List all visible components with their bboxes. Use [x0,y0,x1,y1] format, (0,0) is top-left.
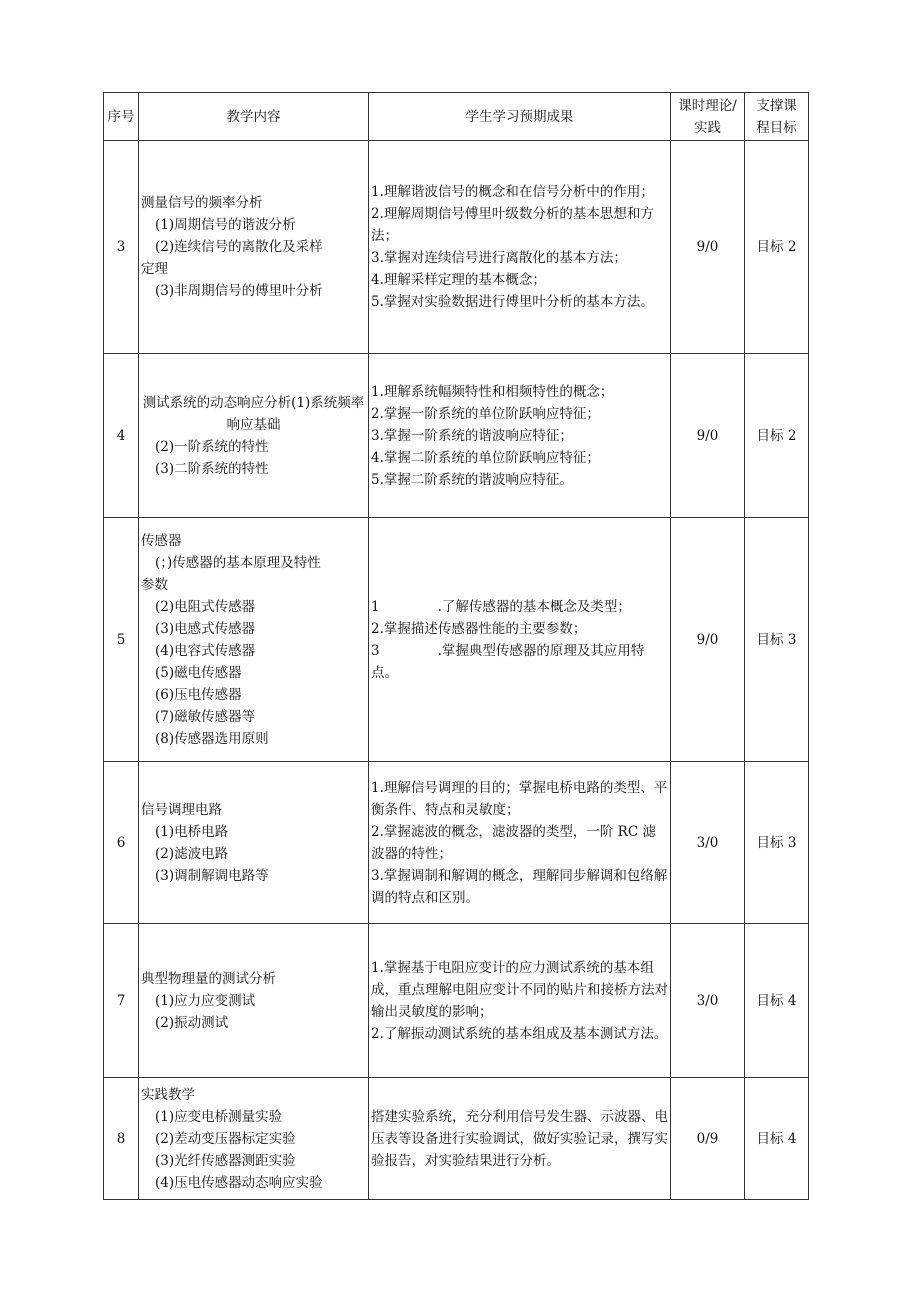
row-hours: 3/0 [671,924,745,1078]
content-line: (3)电感式传感器 [155,620,256,637]
content-line: (5)磁电传感器 [155,664,242,681]
row-outcomes [369,762,671,924]
outcome-line: 1.理解信号调理的目的；掌握电桥电路的类型、平衡条件、特点和灵敏度； [371,779,668,818]
content-line: 测量信号的频率分析 [141,195,263,211]
row-num: 3 [104,141,139,354]
row-content [139,762,369,924]
outcome-line: 2.掌握一阶系统的单位阶跃响应特征； [371,405,600,422]
header-goal-line1: 支撑课 [756,97,797,114]
table-header-row [104,93,809,141]
content-line: (2)振动测试 [155,1014,229,1031]
content-line: (；)传感器的基本原理及特性 [155,554,321,571]
row-hours: 0/9 [671,1078,745,1200]
table-row [104,141,809,354]
header-goal [745,93,809,141]
outcome-line: 4.理解采样定理的基本概念； [371,272,546,288]
outcome-number: 1 [371,598,380,615]
row-goal: 目标 3 [745,762,809,924]
table-row [104,518,809,762]
content-line: (4)压电传感器动态响应实验 [155,1174,323,1191]
header-goal-line2: 程目标 [756,119,797,136]
outcome-line: 5.掌握二阶系统的谐波响应特征。 [371,471,573,488]
outcome-line: 搭建实验系统，充分利用信号发生器、示波器、电压表等设备进行实验调试，做好实验记录，撰写实验报告，对实验结果进行分析。 [371,1108,668,1169]
content-line: (1)周期信号的谐波分析 [155,217,296,233]
content-line: (1)应力应变测试 [155,992,256,1009]
outcome-line [371,618,668,640]
content-line: (3)调制解调电路等 [155,867,269,884]
outcome-text: .了解传感器的基本概念及类型； [437,598,631,615]
content-line: (4)电容式传感器 [155,642,256,659]
content-line: (2)一阶系统的特性 [155,438,269,455]
header-hours-line2: 实践 [694,119,721,136]
content-line: 实践教学 [141,1086,195,1103]
row-content [139,141,369,354]
content-line: (8)传感器选用原则 [155,730,269,747]
content-line: (7)磁敏传感器等 [155,708,256,725]
row-num: 6 [104,762,139,924]
content-line: 参数 [141,576,168,593]
content-line: 信号调理电路 [141,801,222,818]
outcome-line: 3.掌握一阶系统的谐波响应特征； [371,427,573,444]
outcome-line: 2.了解振动测试系统的基本组成及基本测试方法。 [371,1025,668,1042]
syllabus-table [103,92,809,1200]
row-outcomes [369,354,671,518]
row-goal: 目标 3 [745,518,809,762]
row-num: 7 [104,924,139,1078]
outcome-line: 5.掌握对实验数据进行傅里叶分析的基本方法。 [371,294,654,310]
row-goal: 目标 4 [745,924,809,1078]
row-goal: 目标 4 [745,1078,809,1200]
content-line: (3)非周期信号的傅里叶分析 [155,283,323,299]
outcome-line: 1.理解系统幅频特性和相频特性的概念； [371,383,614,400]
header-content: 教学内容 [139,93,369,141]
row-num: 4 [104,354,139,518]
outcome-number: 2 [371,620,380,637]
table-row [104,924,809,1078]
row-goal: 目标 2 [745,354,809,518]
outcome-line: 3.掌握对连续信号进行离散化的基本方法； [371,250,627,266]
content-line: (2)差动变压器标定实验 [155,1130,296,1147]
row-hours: 9/0 [671,141,745,354]
row-goal: 目标 2 [745,141,809,354]
content-line: (6)压电传感器 [155,686,242,703]
content-line: (1)电桥电路 [155,823,229,840]
row-outcomes [369,518,671,762]
content-line: (2)电阻式传感器 [155,598,256,615]
outcome-line [371,640,668,684]
outcome-line: 2.理解周期信号傅里叶级数分析的基本思想和方法； [371,206,654,244]
outcome-line: 4.掌握二阶系统的单位阶跃响应特征； [371,449,600,466]
row-outcomes [369,924,671,1078]
content-line: (1)应变电桥测量实验 [155,1108,283,1125]
table-row [104,762,809,924]
outcome-text: .掌握描述传感器性能的主要参数； [379,620,587,637]
header-outcomes: 学生学习预期成果 [369,93,671,141]
row-content [139,924,369,1078]
content-line: 传感器 [141,532,182,549]
outcome-number: 3 [371,642,380,659]
content-line: (2)连续信号的离散化及采样 [155,239,323,255]
content-line: (3)二阶系统的特性 [155,460,269,477]
outcome-line: 3.掌握调制和解调的概念，理解同步解调和包络解调的特点和区别。 [371,867,668,906]
content-line: (3)光纤传感器测距实验 [155,1152,296,1169]
outcome-line: 1.掌握基于电阻应变计的应力测试系统的基本组成，重点理解电阻应变计不同的贴片和接桥方法对输出灵敏度的影响； [371,959,668,1020]
row-content [139,354,369,518]
table-row [104,354,809,518]
content-line: (2)滤波电路 [155,845,229,862]
header-hours [671,93,745,141]
outcome-text: .掌握典型传感器的原理及其应用特点。 [371,642,645,681]
row-hours: 3/0 [671,762,745,924]
row-num: 5 [104,518,139,762]
content-line: 典型物理量的测试分析 [141,970,276,987]
header-hours-line1: 课时理论/ [678,97,737,114]
outcome-line [371,596,668,618]
row-num: 8 [104,1078,139,1200]
table-row [104,1078,809,1200]
row-outcomes [369,141,671,354]
content-line: 测试系统的动态响应分析(1)系统频率响应基础 [142,394,365,433]
row-hours: 9/0 [671,518,745,762]
outcome-line: 1.理解谐波信号的概念和在信号分析中的作用； [371,184,654,200]
row-hours: 9/0 [671,354,745,518]
header-num: 序号 [104,93,139,141]
content-line: 定理 [141,261,168,277]
outcome-line: 2.掌握滤波的概念，滤波器的类型，一阶 RC 滤波器的特性； [371,823,656,862]
row-content [139,518,369,762]
row-outcomes [369,1078,671,1200]
row-content [139,1078,369,1200]
